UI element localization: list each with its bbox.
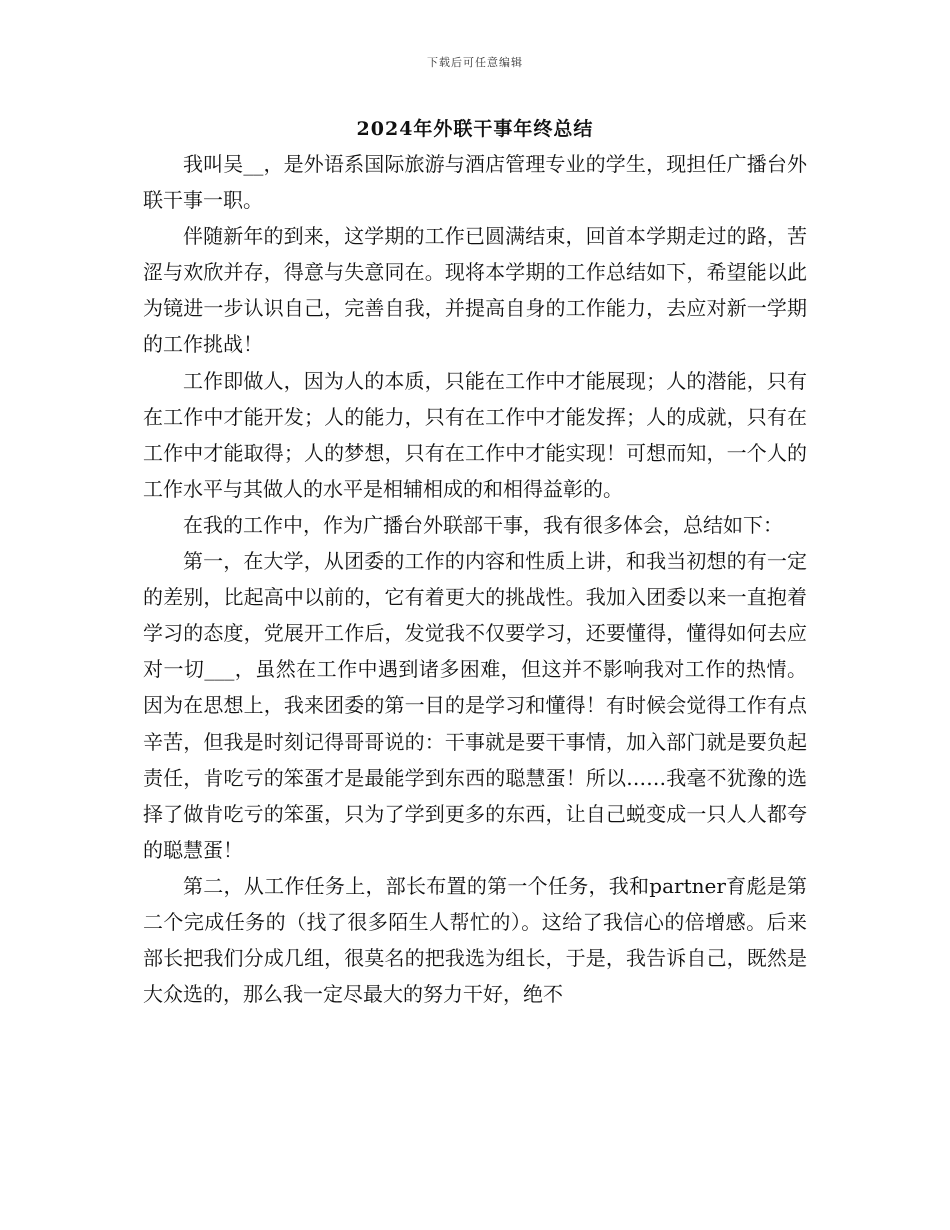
document-body: [143, 146, 807, 1012]
paragraph-first-point: 第一，在大学，从团委的工作的内容和性质上讲，和我当初想的有一定的差别，比起高中以前的，它有着更大的挑战性。我加入团委以来一直抱着学习的态度，党展开工作后，发觉我不仅要学习，还要懂得，懂得如何去应对一切___，虽然在工作中遇到诸多困难，但这并不影响我对工作的热情。因为在思想上，我来团委的第一目的是学习和懂得！有时候会觉得工作有点辛苦，但我是时刻记得哥哥说的：干事就是要干事情，加入部门就是要负起责任，肯吃亏的笨蛋才是最能学到东西的聪慧蛋！所以……我毫不犹豫的选择了做肯吃亏的笨蛋，只为了学到更多的东西，让自己蜕变成一只人人都夸的聪慧蛋！: [143, 549, 807, 862]
paragraph-intro: 我叫吴__，是外语系国际旅游与酒店管理专业的学生，现担任广播台外联干事一职。: [143, 152, 807, 213]
paragraph-second-point: 第二，从工作任务上，部长布置的第一个任务，我和partner育彪是第二个完成任务的（找了很多陌生人帮忙的）。这给了我信心的倍增感。后来部长把我们分成几组，很莫名的把我选为组长，于是，我告诉自己，既然是大众选的，那么我一定尽最大的努力干好，绝不: [143, 873, 807, 1007]
header-note: 下载后可任意编辑: [427, 56, 523, 69]
paragraph-summary-lead: 在我的工作中，作为广播台外联部干事，我有很多体会，总结如下：: [183, 512, 783, 537]
document-title: 2024年外联干事年终总结: [356, 118, 594, 140]
paragraph-new-year: 伴随新年的到来，这学期的工作已圆满结束，回首本学期走过的路，苦涩与欢欣并存，得意与失意同在。现将本学期的工作总结如下，希望能以此为镜进一步认识自己，完善自我，并提高自身的工作能力，去应对新一学期的工作挑战！: [143, 224, 807, 357]
paragraph-work-is-life: 工作即做人，因为人的本质，只能在工作中才能展现；人的潜能，只有在工作中才能开发；人的能力，只有在工作中才能发挥；人的成就，只有在工作中才能取得；人的梦想，只有在工作中才能实现！可想而知，一个人的工作水平与其做人的水平是相辅相成的和相得益彰的。: [143, 368, 807, 501]
